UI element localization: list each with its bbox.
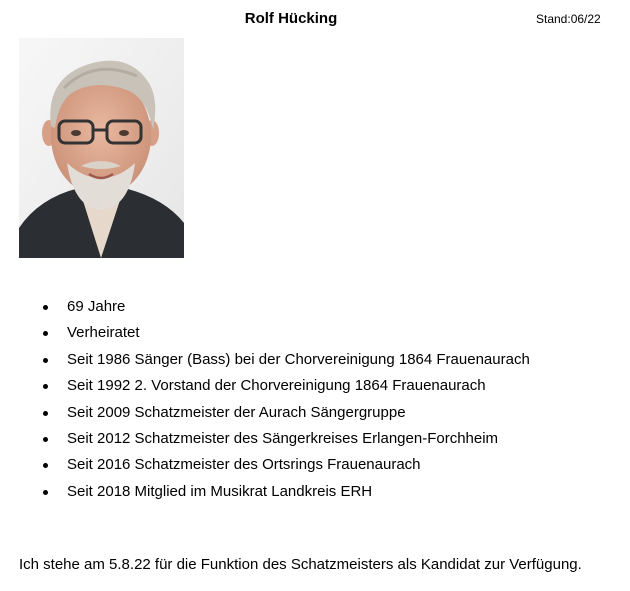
list-item: Verheiratet <box>19 320 530 346</box>
date-stamp: Stand:06/22 <box>536 12 601 26</box>
candidacy-statement: Ich stehe am 5.8.22 für die Funktion des Schatzmeisters als Kandidat zur Verfügung. <box>19 556 582 573</box>
list-item: Seit 2009 Schatzmeister der Aurach Sängergruppe <box>19 400 530 426</box>
facts-list <box>19 294 530 505</box>
list-item: Seit 2018 Mitglied im Musikrat Landkreis ERH <box>19 479 530 505</box>
portrait-icon <box>19 38 184 258</box>
list-item: Seit 1986 Sänger (Bass) bei der Chorvereinigung 1864 Frauenaurach <box>19 347 530 373</box>
list-item: Seit 2012 Schatzmeister des Sängerkreises Erlangen-Forchheim <box>19 426 530 452</box>
list-item: Seit 1992 2. Vorstand der Chorvereinigung 1864 Frauenaurach <box>19 373 530 399</box>
person-name: Rolf Hücking <box>244 10 338 27</box>
list-item: Seit 2016 Schatzmeister des Ortsrings Frauenaurach <box>19 452 530 478</box>
list-item: 69 Jahre <box>19 294 530 320</box>
portrait-photo <box>19 38 184 258</box>
